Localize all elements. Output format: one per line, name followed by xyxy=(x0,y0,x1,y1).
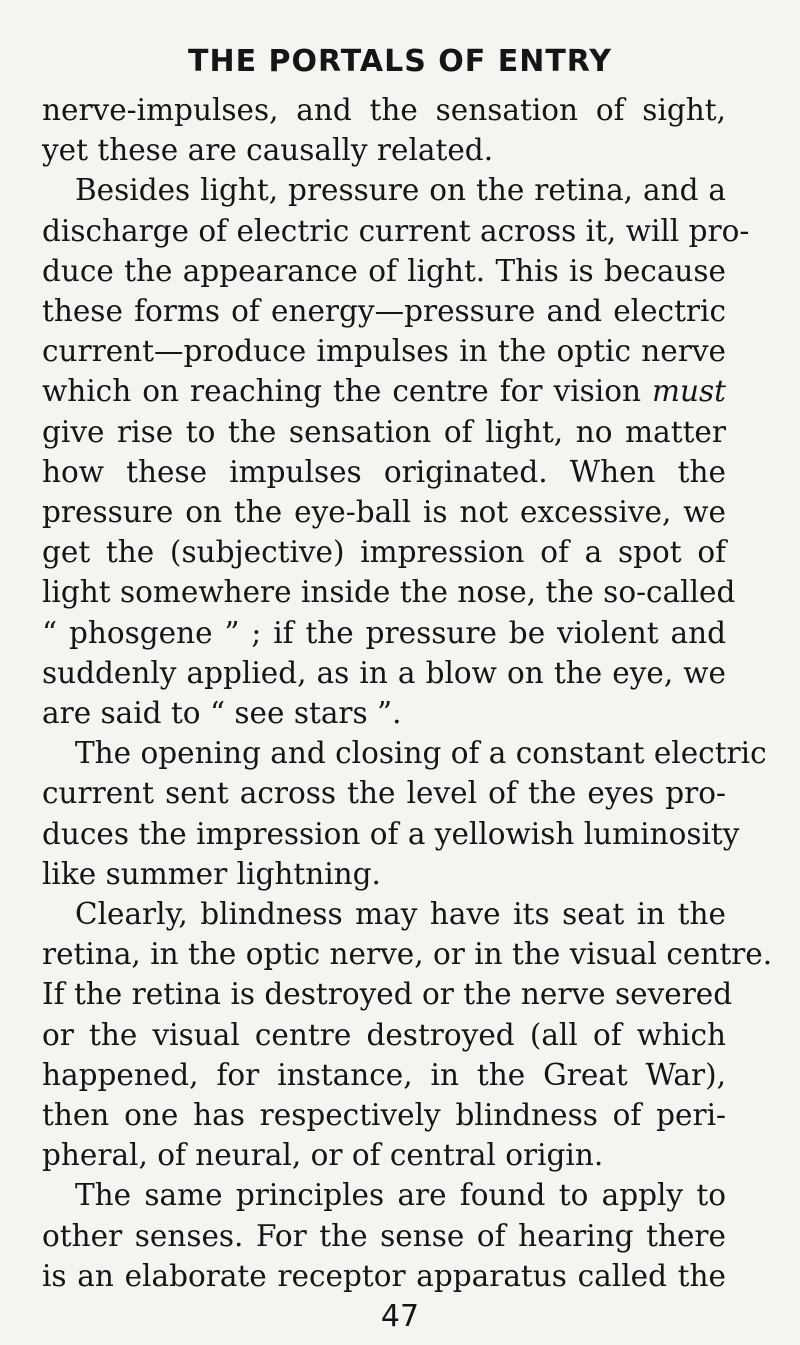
text-line: pheral, of neural, or of central origin. xyxy=(42,1138,604,1173)
text-line: like summer lightning. xyxy=(42,856,381,891)
text-line: yet these are causally related. xyxy=(42,133,494,168)
text-line: duces the impression of a yellowish luminosity xyxy=(42,816,740,851)
text-line: or the visual centre destroyed (all of which xyxy=(42,1017,726,1052)
text-line: are said to “ see stars ”. xyxy=(42,696,402,730)
text-line: The opening and closing of a constant electric xyxy=(75,736,767,771)
text-line: light somewhere inside the nose, the so-called xyxy=(42,575,736,610)
text-line: pressure on the eye-ball is not excessive, we xyxy=(42,495,726,529)
text-line: other senses. For the sense of hearing there xyxy=(42,1218,726,1253)
text-line: retina, in the optic nerve, or in the visual centre. xyxy=(42,937,773,972)
page-number: 47 xyxy=(380,1299,420,1334)
text-line: duce the appearance of light. This is because xyxy=(42,253,726,288)
text-line-with-emphasis xyxy=(42,371,726,411)
text-line: Besides light, pressure on the retina, and a xyxy=(75,173,726,208)
text-line: “ phosgene ” ; if the pressure be violent and xyxy=(42,615,726,650)
text-line: current—produce impulses in the optic nerve xyxy=(42,334,726,369)
text-line: is an elaborate receptor apparatus called the xyxy=(42,1258,726,1293)
text-line: suddenly applied, as in a blow on the eye, we xyxy=(42,655,726,690)
text-line: how these impulses originated. When the xyxy=(42,454,726,489)
text-line: The same principles are found to apply to xyxy=(75,1178,726,1213)
text-line: happened, for instance, in the Great War), xyxy=(42,1057,726,1092)
text-line: these forms of energy—pressure and electric xyxy=(42,294,726,328)
text-line: Clearly, blindness may have its seat in the xyxy=(75,897,726,931)
text-fragment: which on reaching the centre for vision xyxy=(42,374,641,409)
emphasized-word: must xyxy=(652,374,726,409)
running-head: THE PORTALS OF ENTRY xyxy=(188,44,612,79)
text-line: then one has respectively blindness of peri- xyxy=(42,1098,726,1132)
text-line: give rise to the sensation of light, no matter xyxy=(42,414,726,449)
text-line: get the (subjective) impression of a spot of xyxy=(42,535,726,570)
text-line: If the retina is destroyed or the nerve severed xyxy=(42,977,733,1012)
text-line: discharge of electric current across it, will pro- xyxy=(42,213,750,248)
text-line: nerve-impulses, and the sensation of sight, xyxy=(42,93,726,127)
text-line: current sent across the level of the eyes pro- xyxy=(42,776,726,811)
